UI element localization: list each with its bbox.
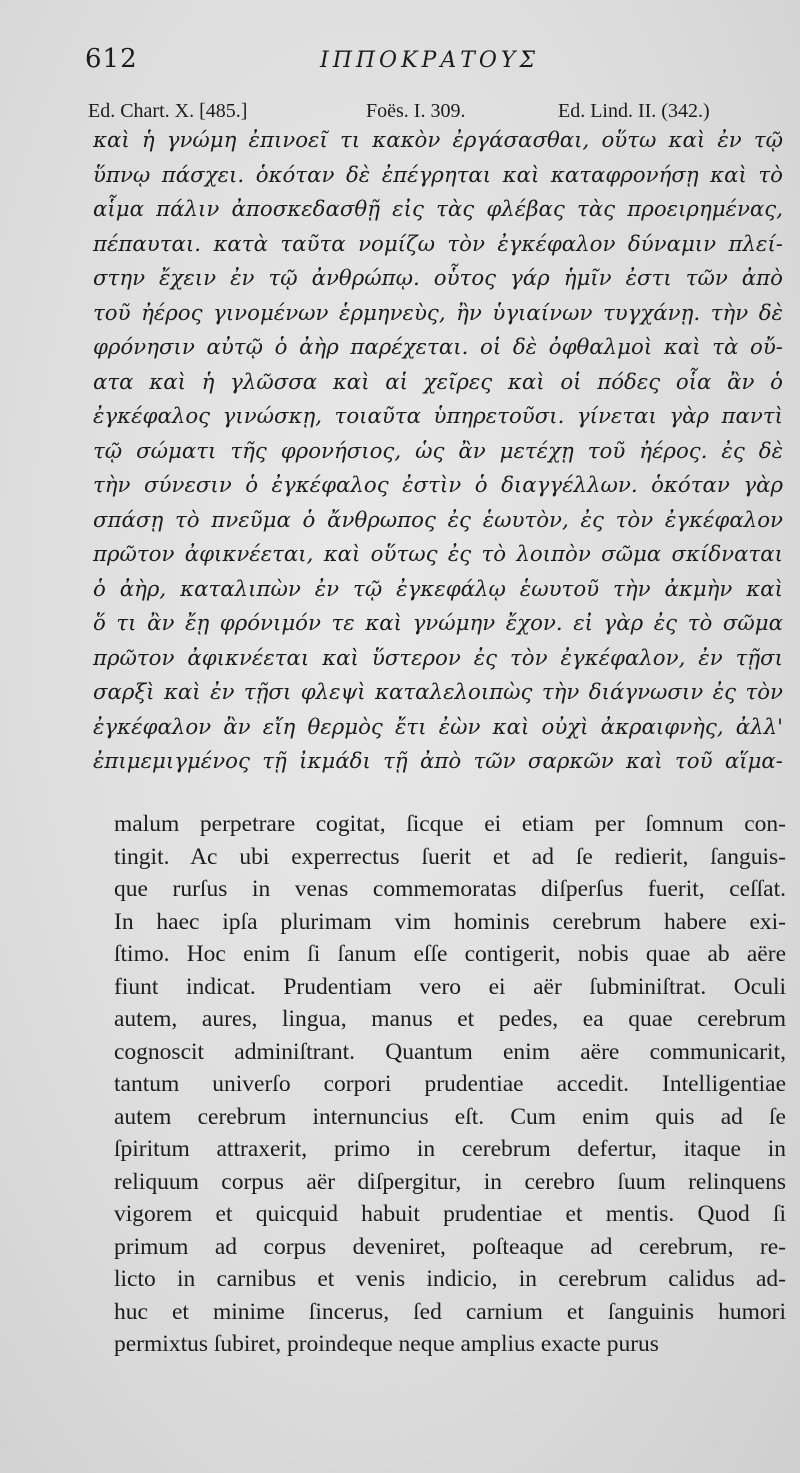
- latin-line: que rurſus in venas commemoratas diſperſus fuerit, ceſſat.: [114, 876, 786, 902]
- greek-line: τοῦ ἠέρος γινομένων ἑρμηνεὺς, ἢν ὑγιαίνων τυγχάνῃ. τὴν δὲ: [93, 300, 783, 326]
- greek-line: πρῶτον ἀφικνέεται καὶ ὕστερον ἐς τὸν ἐγκέφαλον, ἐν τῇσι: [93, 645, 783, 671]
- latin-line: malum perpetrare cogitat, ſicque ei etiam per ſomnum con-: [114, 811, 786, 837]
- greek-line: σπάσῃ τὸ πνεῦμα ὁ ἄνθρωπος ἐς ἑωυτὸν, ἐς τὸν ἐγκέφαλον: [93, 507, 783, 533]
- latin-line: permixtus ſubiret, proindeque neque amplius exacte purus: [114, 1331, 659, 1357]
- greek-text-block: [93, 124, 783, 780]
- latin-line: ſtimo. Hoc enim ſi ſanum eſſe contigerit, nobis quae ab aëre: [114, 941, 786, 967]
- greek-line: ἐπιμεμιγμένος τῇ ἰκμάδι τῇ ἀπὸ τῶν σαρκῶν καὶ τοῦ αἵμα-: [93, 749, 783, 774]
- page-header: [85, 44, 785, 84]
- greek-line: στην ἔχειν ἐν τῷ ἀνθρώπῳ. οὗτος γάρ ἡμῖν ἐστι τῶν ἀπὸ: [93, 266, 783, 291]
- edition-lind-ref: Ed. Lind. II. (342.): [558, 100, 710, 122]
- latin-line: tingit. Ac ubi experrectus ſuerit et ad ſe redierit, ſanguis-: [114, 843, 786, 870]
- greek-line: καὶ ἡ γνώμη ἐπινοεῖ τι κακὸν ἐργάσασθαι, οὕτω καὶ ἐν τῷ: [93, 128, 783, 153]
- greek-line: ἐγκέφαλος γινώσκῃ, τοιαῦτα ὑπηρετοῦσι. γίνεται γὰρ παντὶ: [93, 404, 783, 429]
- greek-line: σαρξὶ καὶ ἐν τῇσι φλεψὶ καταλελοιπὼς τὴν διάγνωσιν ἐς τὸν: [93, 680, 783, 705]
- greek-line: φρόνησιν αὐτῷ ὁ ἀὴρ παρέχεται. οἱ δὲ ὀφθαλμοὶ καὶ τὰ οὔ-: [93, 335, 783, 360]
- greek-line: ὅ τι ἂν ἔῃ φρόνιμόν τε καὶ γνώμην ἔχον. εἰ γὰρ ἐς τὸ σῶμα: [93, 611, 783, 636]
- latin-line: cognoscit adminiſtrant. Quantum enim aëre communicarit,: [114, 1038, 786, 1065]
- latin-line: ſpiritum attraxerit, primo in cerebrum defertur, itaque in: [114, 1136, 786, 1162]
- edition-foes-ref: Foës. I. 309.: [366, 100, 466, 122]
- latin-line: reliquum corpus aër diſpergitur, in cerebro ſuum relinquens: [114, 1168, 786, 1195]
- greek-line: πρῶτον ἀφικνέεται, καὶ οὕτως ἐς τὸ λοιπὸν σῶμα σκίδναται: [93, 542, 783, 567]
- greek-line: ὁ ἀὴρ, καταλιπὼν ἐν τῷ ἐγκεφάλῳ ἑωυτοῦ τὴν ἀκμὴν καὶ: [93, 576, 783, 602]
- edition-chart-ref: Ed. Chart. X. [485.]: [88, 100, 248, 122]
- latin-line: autem, aures, lingua, manus et pedes, ea quae cerebrum: [114, 1006, 786, 1032]
- greek-line: αἷμα πάλιν ἀποσκεδασθῇ εἰς τὰς φλέβας τὰς προειρημένας,: [93, 197, 783, 222]
- latin-line: autem cerebrum internuncius eſt. Cum enim quis ad ſe: [114, 1103, 786, 1130]
- latin-line: vigorem et quicquid habuit prudentiae et mentis. Quod ſi: [114, 1201, 786, 1227]
- greek-line: ὕπνῳ πάσχει. ὁκόταν δὲ ἐπέγρηται καὶ καταφρονήσῃ καὶ τὸ: [93, 162, 783, 188]
- latin-line: licto in carnibus et venis indicio, in cerebrum calidus ad-: [114, 1266, 786, 1292]
- latin-line: In haec ipſa plurimam vim hominis cerebrum habere exi-: [114, 908, 786, 935]
- page-number: 612: [85, 44, 138, 74]
- running-head: ΙΠΠΟΚΡΑΤΟΥΣ: [320, 48, 540, 73]
- latin-line: tantum univerſo corpori prudentiae accedit. Intelligentiae: [114, 1071, 786, 1097]
- latin-translation-block: [114, 808, 786, 1361]
- latin-line: huc et minime ſincerus, ſed carnium et ſanguinis humori: [114, 1298, 786, 1325]
- latin-line: primum ad corpus deveniret, poſteaque ad cerebrum, re-: [114, 1233, 786, 1260]
- greek-line: τὴν σύνεσιν ὁ ἐγκέφαλος ἐστὶν ὁ διαγγέλλων. ὁκόταν γὰρ: [93, 473, 783, 498]
- greek-line: πέπαυται. κατὰ ταῦτα νομίζω τὸν ἐγκέφαλον δύναμιν πλεί-: [93, 231, 783, 257]
- greek-line: ατα καὶ ἡ γλῶσσα καὶ αἱ χεῖρες καὶ οἱ πόδες οἷα ἂν ὁ: [93, 369, 783, 395]
- greek-line: ἐγκέφαλον ἂν εἴη θερμὸς ἔτι ἐὼν καὶ οὐχὶ ἀκραιφνὴς, ἀλλ': [93, 714, 783, 740]
- latin-line: fiunt indicat. Prudentiam vero ei aër ſubminiſtrat. Oculi: [114, 973, 786, 1000]
- greek-line: τῷ σώματι τῆς φρονήσιος, ὡς ἂν μετέχῃ τοῦ ἠέρος. ἐς δὲ: [93, 438, 783, 464]
